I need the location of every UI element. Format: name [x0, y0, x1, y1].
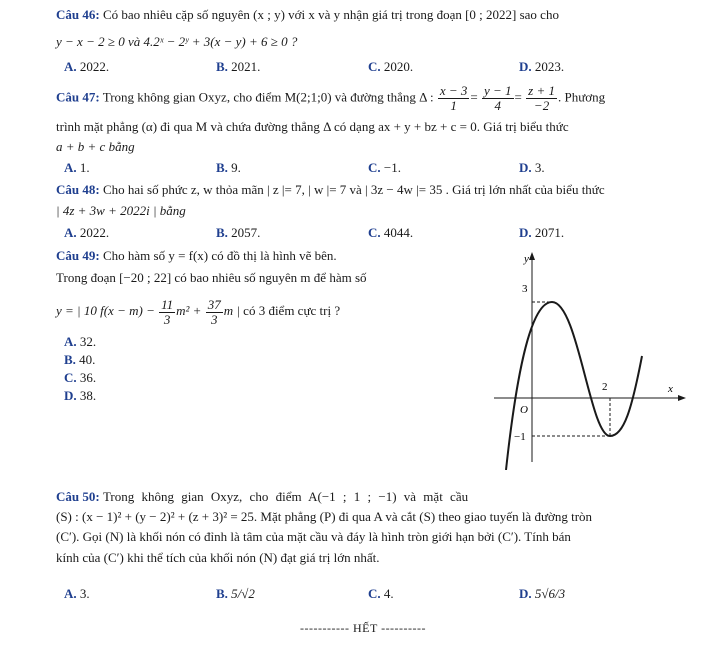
q50-line3: (C′). Gọi (N) là khối nón có đỉnh là tâm của mặt cầu và đáy là hình tròn giới hạn bởi (C′). Tính bán — [56, 529, 571, 544]
q46-line2: y − x − 2 ≥ 0 và 4.2ˣ − 2ʸ + 3(x − y) + 6 ≥ 0 ? — [56, 34, 298, 49]
q46-text1: Có bao nhiêu cặp số nguyên (x ; y) với x và y nhận giá trị trong đoạn [0 ; 2022] sao cho — [102, 7, 559, 22]
q50-option-c[interactable]: C. 4. — [368, 586, 394, 601]
q48-label: Câu 48: — [56, 182, 100, 197]
end-marker: ----------- HẾT ---------- — [300, 621, 427, 635]
function-graph — [490, 248, 690, 470]
q50-option-b[interactable]: B. 5/√2 — [216, 586, 255, 601]
q50-line4: kính của (C′) khi thể tích của khối nón (N) đạt giá trị lớn nhất. — [56, 550, 380, 565]
q46-option-a[interactable]: A. 2022. — [64, 59, 110, 74]
q47-option-a[interactable]: A. 1. — [64, 160, 90, 175]
q50-line1: Câu 50: Trong không gian Oxyz, cho điểm A(−1 ; 1 ; −1) và mặt cầu — [56, 489, 469, 504]
q47-option-d[interactable]: D. 3. — [519, 160, 545, 175]
q46-option-c[interactable]: C. 2020. — [368, 59, 414, 74]
q46-line1 — [56, 6, 559, 24]
q49-label: Câu 49: — [56, 248, 100, 263]
y-axis-label: y — [524, 253, 529, 265]
q47-line3: a + b + c bằng — [56, 139, 135, 154]
q46-option-b[interactable]: B. 2021. — [216, 59, 261, 74]
q50-option-a[interactable]: A. 3. — [64, 586, 90, 601]
q47-option-b[interactable]: B. 9. — [216, 160, 241, 175]
q47-frac2: $\frac{y - 1}{4}$ — [484, 83, 512, 113]
q48-line2: | 4z + 3w + 2022i | bằng — [56, 203, 186, 218]
q48-option-b[interactable]: B. 2057. — [216, 225, 261, 240]
q47-frac3: $\frac{z + 1}{-2}$ — [528, 83, 555, 113]
q50-label: Câu 50: — [56, 489, 100, 504]
tick-y-top: 3 — [522, 283, 528, 295]
q49-line2: Trong đoạn [−20 ; 22] có bao nhiêu số nguyên m để hàm số — [56, 270, 367, 285]
q50-option-d[interactable]: D. 5√6/3 — [519, 586, 566, 601]
q47-line2: trình mặt phẳng (α) đi qua M và chứa đường thẳng Δ có dạng ax + y + bz + c = 0. Giá trị biểu thức — [56, 119, 569, 134]
q47-label: Câu 47: — [56, 89, 100, 105]
x-axis-label: x — [668, 383, 673, 395]
q50-line2: (S) : (x − 1)² + (y − 2)² + (z + 3)² = 25. Mặt phẳng (P) đi qua A và cắt (S) theo giao tuyến là đường tròn — [56, 509, 593, 524]
q49-expression: y = | 10 f(x − m) − $\frac{11}{3}$ m² + $\frac{37}{3}$ m | có 3 điểm cực trị ? — [56, 296, 341, 327]
tick-y-bottom: −1 — [514, 431, 526, 443]
x-axis-arrow — [678, 395, 686, 401]
y-axis-arrow — [529, 252, 535, 260]
q47-frac1: $\frac{x - 3}{1}$ — [439, 83, 468, 113]
q46-option-d[interactable]: D. 2023. — [519, 59, 565, 74]
q49-line1: Câu 49: Cho hàm số y = f(x) có đồ thị là hình vẽ bên. — [56, 248, 337, 263]
q48-option-d[interactable]: D. 2071. — [519, 225, 565, 240]
q47-line1: Câu 47: Trong không gian Oxyz, cho điểm M(2;1;0) và đường thẳng Δ : $\frac{x - 3}{1}$ = $\frac{y - 1}{4}$ = $\frac{z + 1}{-2}$ . Phương — [56, 83, 606, 113]
q49-option-b[interactable]: B. 40. — [64, 352, 96, 367]
origin-label: O — [520, 404, 528, 416]
q48-line1: Câu 48: Cho hai số phức z, w thỏa mãn | z |= 7, | w |= 7 và | 3z − 4w |= 35 . Giá trị lớn nhất của biểu thức — [56, 182, 605, 197]
q48-option-c[interactable]: C. 4044. — [368, 225, 414, 240]
q49-option-c[interactable]: C. 36. — [64, 370, 97, 385]
curve — [506, 302, 642, 470]
q47-option-c[interactable]: C. −1. — [368, 160, 401, 175]
tick-x: 2 — [602, 381, 608, 393]
q48-option-a[interactable]: A. 2022. — [64, 225, 110, 240]
q49-option-a[interactable]: A. 32. — [64, 334, 97, 349]
q46-label: Câu 46: — [56, 7, 100, 22]
q49-option-d[interactable]: D. 38. — [64, 388, 97, 403]
